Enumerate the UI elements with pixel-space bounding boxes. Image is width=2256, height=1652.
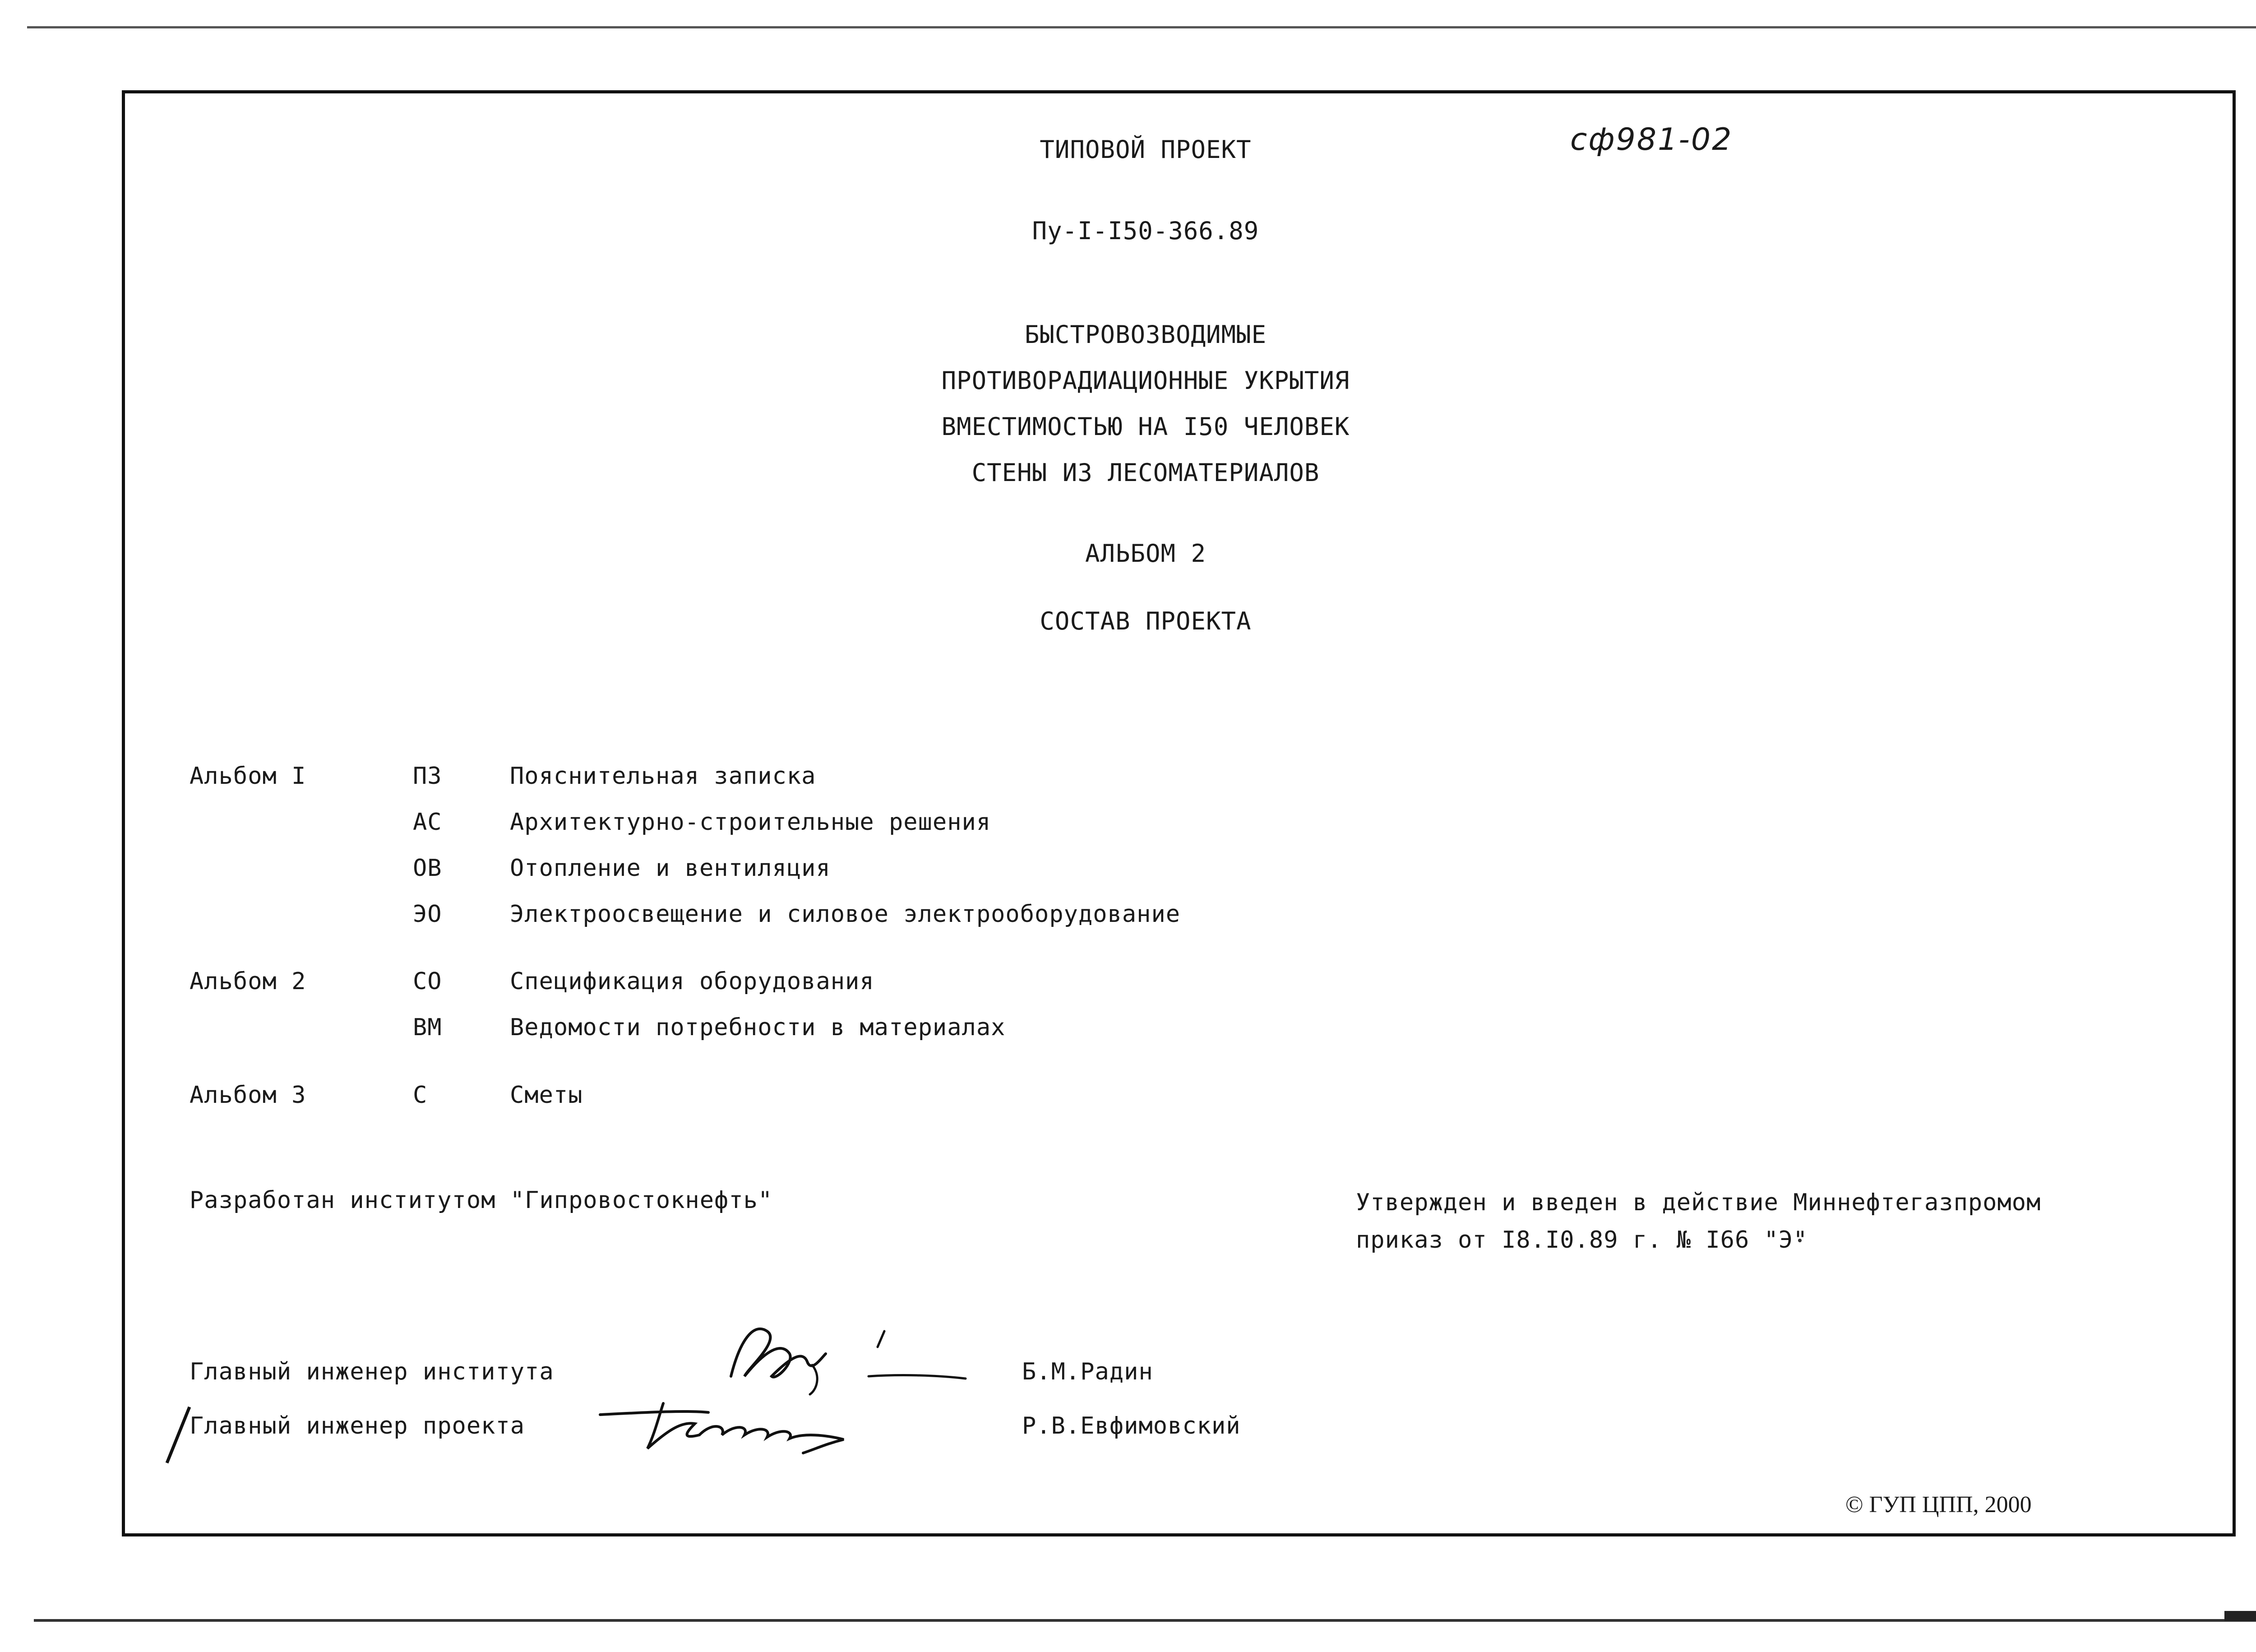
- signatory-role: Главный инженер института: [190, 1358, 554, 1385]
- section-description: Электроосвещение и силовое электрооборудование: [510, 901, 1181, 928]
- signatory-role: Главный инженер проекта: [190, 1412, 525, 1439]
- copyright-notice: © ГУП ЦПП, 2000: [1845, 1492, 2032, 1518]
- title-line-3: ВМЕСТИМОСТЬЮ НА I50 ЧЕЛОВЕК: [941, 412, 1350, 441]
- section-description: Ведомости потребности в материалах: [510, 1014, 1006, 1041]
- section-code: ВМ: [413, 1014, 442, 1041]
- section-description: Пояснительная записка: [510, 763, 816, 790]
- section-description: Спецификация оборудования: [510, 968, 874, 995]
- section-code: СО: [413, 968, 442, 995]
- developer-line: Разработан институтом "Гипровостокнефть": [190, 1187, 773, 1214]
- slash-mark: [162, 1403, 194, 1467]
- signatory-name: Р.В.Евфимовский: [1022, 1412, 1241, 1439]
- section-code: АС: [413, 809, 442, 836]
- signatory-name: Б.М.Радин: [1022, 1358, 1153, 1385]
- section-description: Архитектурно-строительные решения: [510, 809, 991, 836]
- album-name: Альбом I: [190, 763, 306, 790]
- section-code: С: [413, 1082, 428, 1109]
- album-name: Альбом 3: [190, 1082, 306, 1109]
- section-description: Сметы: [510, 1082, 583, 1109]
- approval-line-2: приказ от I8.I0.89 г. № I66 "Э": [1356, 1226, 1808, 1254]
- title-line-4: СТЕНЫ ИЗ ЛЕСОМАТЕРИАЛОВ: [971, 458, 1320, 487]
- album-name: Альбом 2: [190, 968, 306, 995]
- scan-mark: [2224, 1611, 2256, 1621]
- album-label: АЛЬБОМ 2: [1085, 539, 1207, 568]
- section-description: Отопление и вентиляция: [510, 855, 831, 882]
- scan-edge-top: [27, 26, 2256, 28]
- section-code: ПЗ: [413, 763, 442, 790]
- document-code: сф981-02: [1570, 122, 1733, 157]
- project-type: ТИПОВОЙ ПРОЕКТ: [1040, 135, 1252, 164]
- section-code: ОВ: [413, 855, 442, 882]
- title-line-1: БЫСТРОВОЗВОДИМЫЕ: [1024, 320, 1267, 349]
- project-number: Пу-I-I50-366.89: [1032, 217, 1259, 245]
- signature-chief-engineer-project: [591, 1390, 880, 1458]
- section-title: СОСТАВ ПРОЕКТА: [1040, 607, 1252, 635]
- scan-edge-bottom: [34, 1619, 2256, 1622]
- approval-line-1: Утвержден и введен в действие Миннефтегазпромом: [1356, 1189, 2041, 1216]
- title-line-2: ПРОТИВОРАДИАЦИОННЫЕ УКРЫТИЯ: [941, 366, 1350, 395]
- section-code: ЭО: [413, 901, 442, 928]
